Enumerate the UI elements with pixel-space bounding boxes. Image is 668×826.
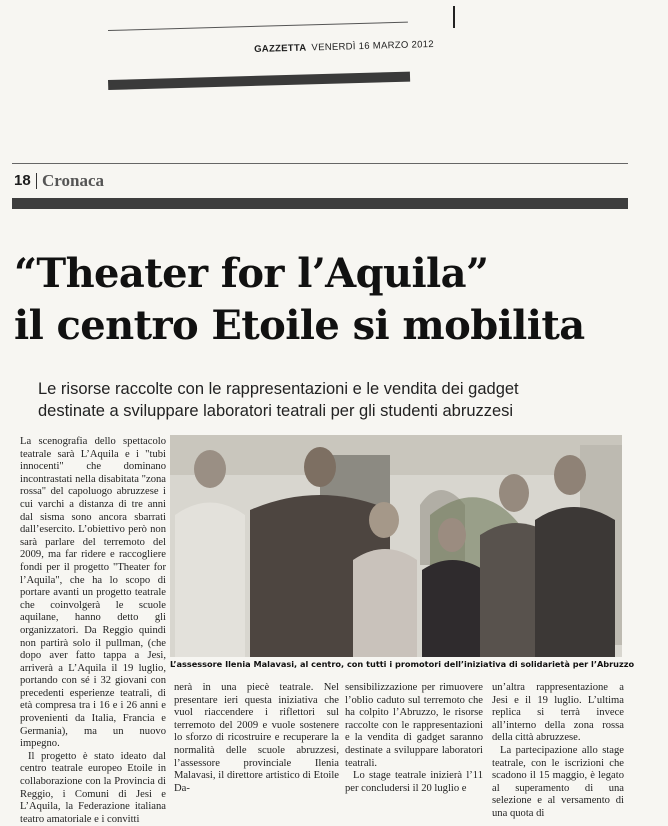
masthead-paper: GAZZETTA: [254, 42, 307, 55]
article-column-2: [174, 682, 339, 795]
group-photo: [170, 435, 622, 657]
article-paragraph: nerà in una piecè teatrale. Nel presentare ieri questa iniziativa che vuol riaccendere i riflettori sul terremoto del 2009 e vuole sostenere lo sforzo di ricostruire e recuperare la normalità delle scuole abruzzesi, l’assessore provinciale Ilenia Malavasi, il direttore artistico di Etoile Da-: [174, 682, 339, 794]
section-band: [12, 198, 628, 209]
headline-line-2: il centro Etoile si mobilita: [14, 302, 585, 349]
subheadline-line-1: Le risorse raccolte con le rappresentazioni e le vendita dei gadget: [38, 380, 519, 398]
masthead-rule: [108, 22, 408, 31]
subheadline-line-2: destinate a sviluppare laboratori teatrali per gli studenti abruzzesi: [38, 402, 514, 420]
subheadline: [38, 378, 648, 422]
section-top-rule: [12, 163, 628, 164]
section-name: Cronaca: [42, 171, 105, 190]
article-paragraph: La partecipazione allo stage teatrale, con le iscrizioni che scadono il 15 maggio, è legato al superamento di una selezione e al versamento di una quota di: [492, 744, 624, 819]
article-paragraph: un’altra rappresentazione a Jesi e il 19 luglio. L’ultima replica si terrà invece all’interno della zona rossa della città abruzzese.: [492, 682, 624, 744]
article-paragraph: La scenografia dello spettacolo teatrale sarà L’Aquila e i "tubi innocenti" che dominano incontrastati nella disabitata "zona rossa" del capoluogo abruzzese i cui varchi a distanza di tre anni dal sisma sono ancora sbarrati dall’esercito. L’obiettivo però non sarà parlare del terremoto del 2009, ma far ridere e raccogliere fondi per il progetto "Theater for l’Aquila", che ha lo scopo di portare avanti un progetto teatrale che coinvolgerà le scuole aquilane, hanno detto gli organizzatori. Da Reggio quindi non partirà solo il pullman, (che dopo aver fatto tappa a Jesi, arriverà a L’Aquila il 19 luglio, portando con sé i 32 giovani con precedenti esperienze teatrali, di età compresa tra i 16 e i 26 anni e provenienti da Italia, Francia e Germania), ma un nuovo impegno.: [20, 436, 166, 750]
article-paragraph: sensibilizzazione per rimuovere l’oblio caduto sul terremoto che ha colpito l’Abruzzo, le risorse raccolte con le rappresentazioni e la vendita di gadget saranno destinate a sviluppare laboratori teatrali.: [345, 682, 483, 769]
section-divider: [36, 173, 37, 189]
article-column-3: [345, 682, 483, 795]
page-number: 18: [14, 172, 31, 189]
article-column-1: [20, 436, 166, 826]
article-paragraph: Lo stage teatrale inizierà l’11 per concludersi il 20 luglio e: [345, 770, 483, 794]
masthead-date: VENERDÌ 16 MARZO 2012: [311, 38, 435, 54]
headline: [14, 248, 654, 352]
article-paragraph: Il progetto è stato ideato dal centro teatrale europeo Etoile in collaborazione con la Provincia di Reggio, i Comuni di Jesi e L’Aquila, la Federazione italiana teatro amatoriale e i convitti: [20, 750, 166, 825]
group-photo-illustration: [170, 435, 622, 657]
margin-mark: [453, 6, 455, 28]
headline-line-1: “Theater for l’Aquila”: [14, 250, 489, 297]
photo-caption: L’assessore Ilenia Malavasi, al centro, con tutti i promotori dell’iniziativa di solidarietà per l’Abruzzo: [170, 659, 635, 669]
masthead-band: [108, 72, 410, 90]
masthead: [254, 39, 434, 55]
